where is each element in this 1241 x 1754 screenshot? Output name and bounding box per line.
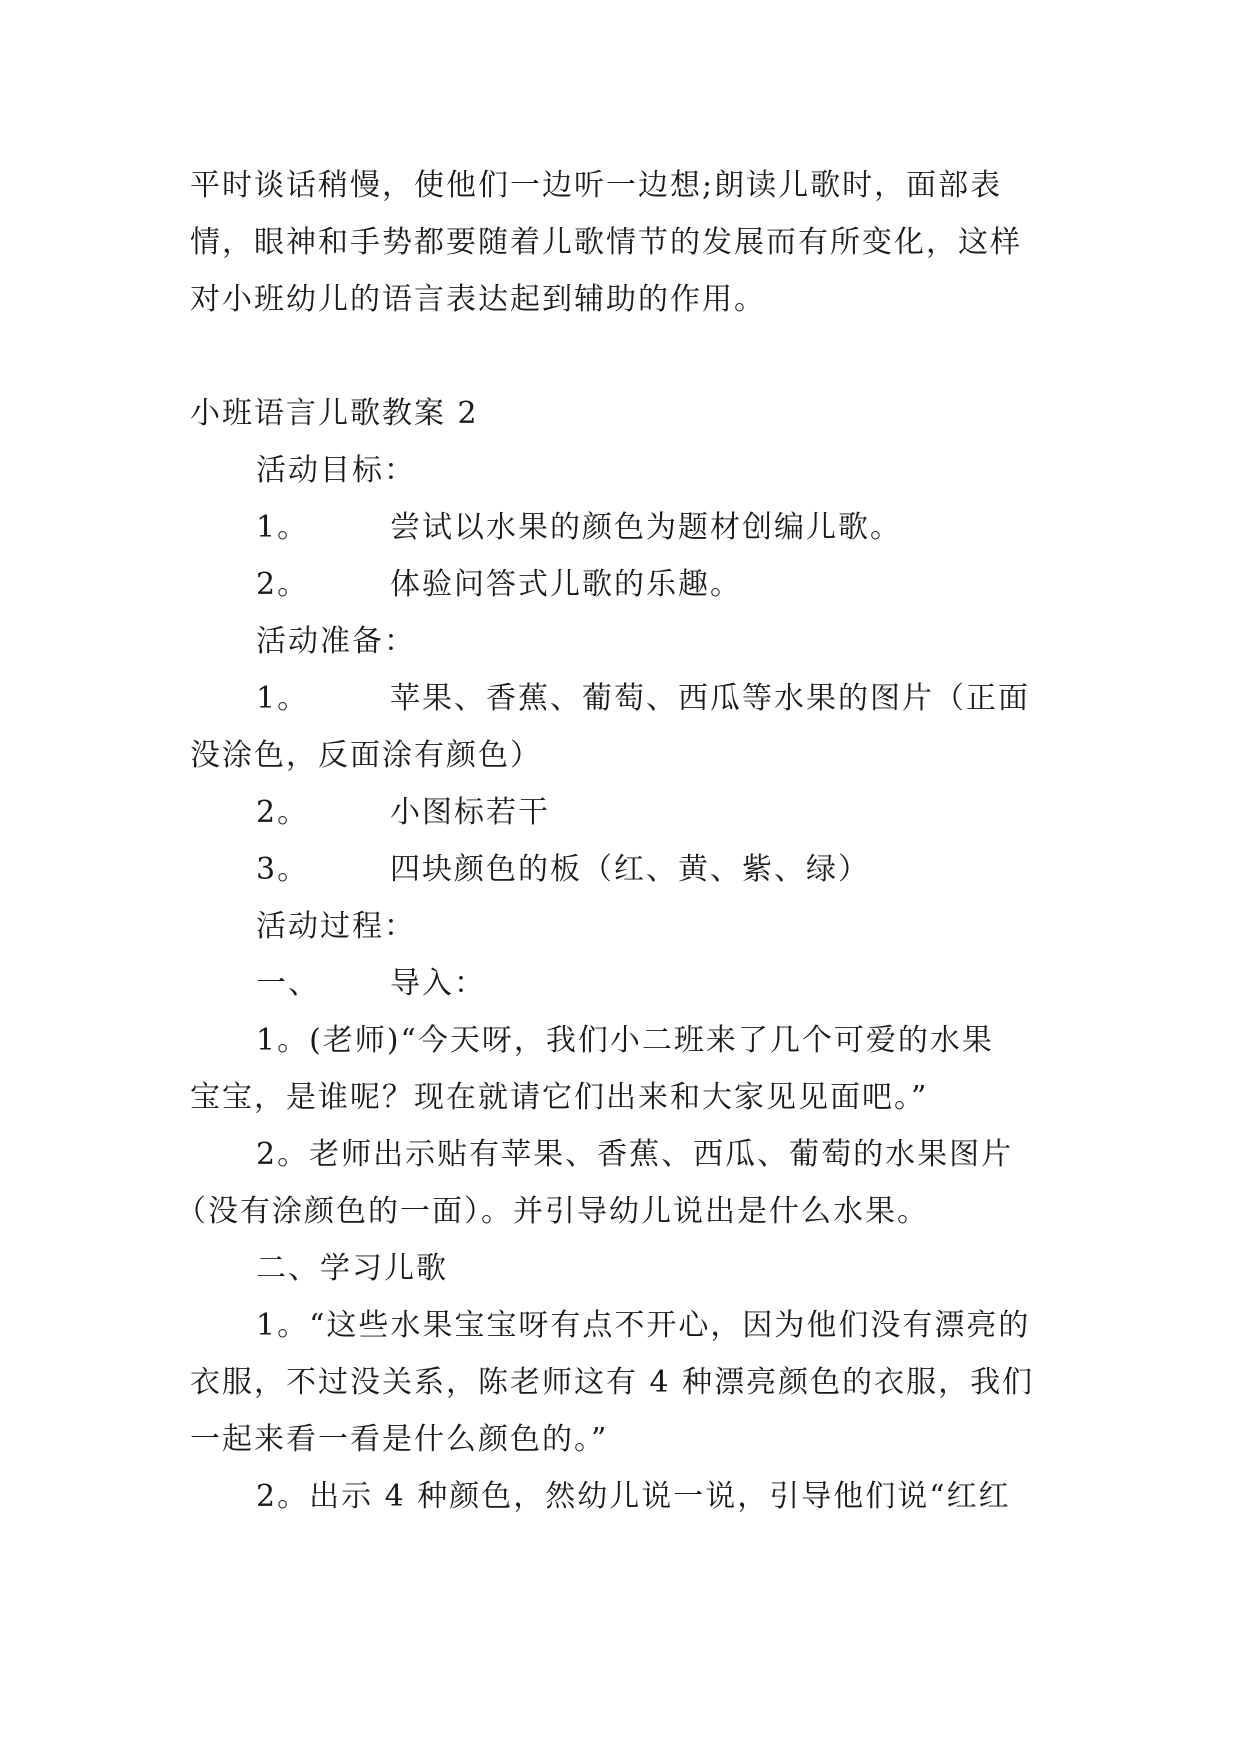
- paragraph-2-line-2: （没有涂颜色的一面）。并引导幼儿说出是什么水果。: [176, 1194, 929, 1229]
- prep-2-number: 2。: [256, 795, 310, 830]
- paragraph-3-line-3: 一起来看一看是什么颜色的。”: [190, 1422, 609, 1457]
- prep-1-continuation: 没涂色，反面涂有颜色）: [190, 738, 542, 773]
- section-title: 小班语言儿歌教案 2: [190, 396, 479, 431]
- paragraph-1-line-1: 1。(老师)“今天呀，我们小二班来了几个可爱的水果: [256, 1023, 994, 1058]
- intro-line-2: 情，眼神和手势都要随着儿歌情节的发展而有所变化，这样: [190, 225, 1022, 260]
- step-2-heading: 二、学习儿歌: [256, 1251, 448, 1286]
- goal-1-text: 尝试以水果的颜色为题材创编儿歌。: [390, 510, 902, 545]
- paragraph-1-line-2: 宝宝，是谁呢？现在就请它们出来和大家见见面吧。”: [190, 1080, 929, 1115]
- prep-2-text: 小图标若干: [390, 795, 550, 830]
- prep-1-number: 1。: [256, 681, 310, 716]
- prep-1-text: 苹果、香蕉、葡萄、西瓜等水果的图片（正面: [390, 681, 1030, 716]
- paragraph-3-line-2: 衣服，不过没关系，陈老师这有 4 种漂亮颜色的衣服，我们: [190, 1365, 1035, 1400]
- paragraph-2-line-1: 2。老师出示贴有苹果、香蕉、西瓜、葡萄的水果图片: [256, 1137, 1014, 1172]
- prep-heading: 活动准备：: [256, 624, 416, 659]
- goal-1-number: 1。: [256, 510, 310, 545]
- intro-line-1: 平时谈话稍慢，使他们一边听一边想;朗读儿歌时，面部表: [190, 168, 1003, 203]
- intro-line-3: 对小班幼儿的语言表达起到辅助的作用。: [190, 282, 766, 317]
- step-1-number: 一、: [256, 966, 320, 1001]
- process-heading: 活动过程：: [256, 909, 416, 944]
- prep-3-text: 四块颜色的板（红、黄、紫、绿）: [390, 852, 870, 887]
- paragraph-3-line-1: 1。“这些水果宝宝呀有点不开心，因为他们没有漂亮的: [256, 1308, 1031, 1343]
- goal-heading: 活动目标：: [256, 453, 416, 488]
- prep-3-number: 3。: [256, 852, 310, 887]
- paragraph-4-line-1: 2。出示 4 种颜色，然幼儿说一说，引导他们说“红红: [256, 1479, 1011, 1514]
- goal-2-text: 体验问答式儿歌的乐趣。: [390, 567, 742, 602]
- step-1-text: 导入：: [390, 966, 486, 1001]
- goal-2-number: 2。: [256, 567, 310, 602]
